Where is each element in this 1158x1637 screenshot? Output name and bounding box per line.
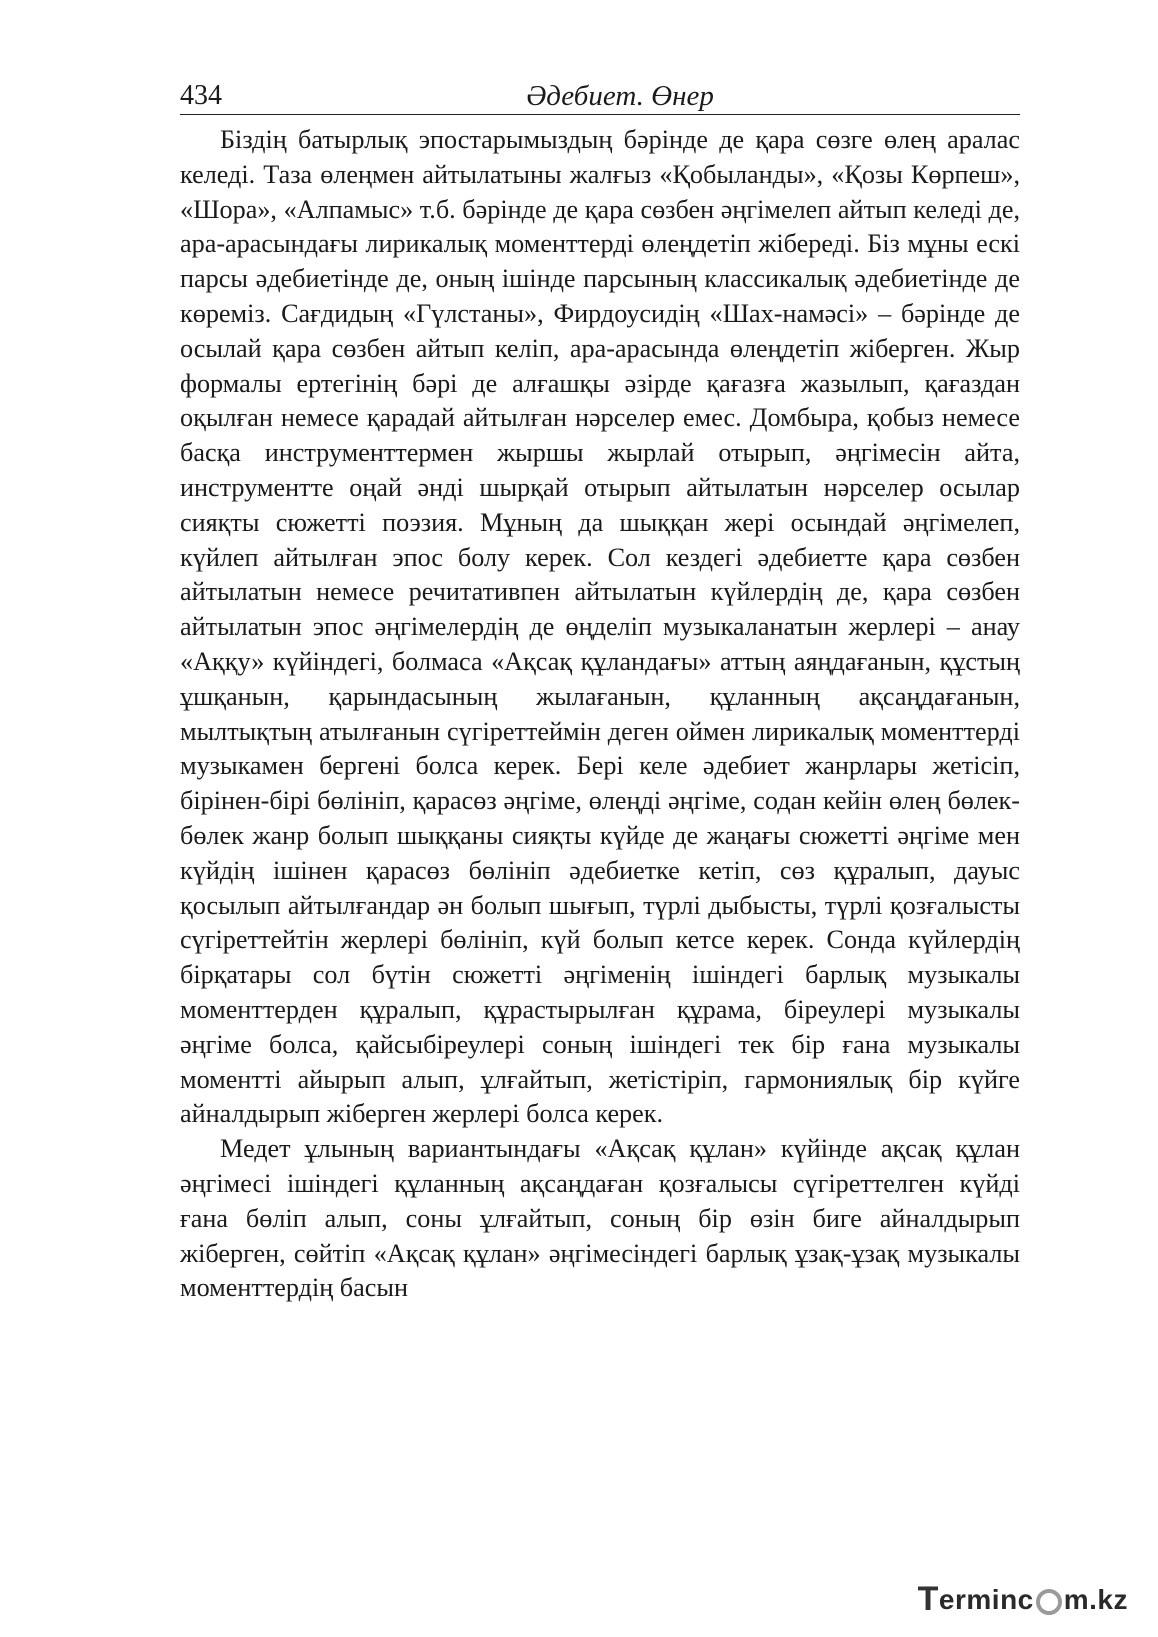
- body-text: [180, 123, 1020, 1306]
- page-header: [180, 78, 1020, 115]
- watermark-initial: T: [917, 1580, 939, 1618]
- paragraph-1: Біздің батырлық эпостарымыздың бәрінде де қара сөзге өлең аралас келеді. Таза өлеңмен айтылатыны жалғыз «Қобыланды», «Қозы Көрпеш», «Шора», «Алпамыс» т.б. бәрінде де қара сөзбен әңгімелеп айтып келеді де, ара-арасындағы лирикалық моменттерді өлеңдетіп жібереді. Біз мұны ескі парсы әдебиетінде де, оның ішінде парсының классикалық әдебиетінде де көреміз. Сағдидың «Гүлстаны», Фирдоусидің «Шах-намәсі» – бәрінде де осылай қара сөзбен айтып келіп, ара-арасында өлеңдетіп жіберген. Жыр формалы ертегінің бәрі де алғашқы әзірде қағазға жазылып, қағаздан оқылған немесе қарадай айтылған нәрселер емес. Домбыра, қобыз немесе басқа инструменттермен жыршы жырлай отырып, әңгімесін айта, инструментте оңай әнді шырқай отырып айтылатын нәрселер осылар сияқты сюжетті поэзия. Мұның да шыққан жері осындай әңгімелеп, күйлеп айтылған эпос болу керек. Сол кездегі әдебиетте қара сөзбен айтылатын немесе речитативпен айтылатын күйлердің де, қара сөзбен айтылатын эпос әңгімелердің де өңделіп музыкаланатын жерлері – анау «Аққу» күйіндегі, болмаса «Ақсақ құландағы» аттың аяңдағанын, құстың ұшқанын, қарындасының жылағанын, құланның ақсаңдағанын, мылтықтың атылғанын сүгіреттеймін деген оймен лирикалық моменттерді музыкамен бергені болса керек. Бері келе әдебиет жанрлары жетісіп, бірінен-бірі бөлініп, қарасөз әңгіме, өлеңді әңгіме, содан кейін өлең бөлек-бөлек жанр болып шыққаны сияқты күйде де жаңағы сюжетті әңгіме мен күйдің ішінен қарасөз бөлініп әдебиетке кетіп, сөз құралып, дауыс қосылып айтылғандар ән болып шығып, түрлі дыбысты, түрлі қозғалысты сүгіреттейтін жерлері бөлініп, күй болып кетсе керек. Сонда күйлердің бірқатары сол бүтін сюжетті әңгіменің ішіндегі барлық музыкалы моменттерден құралып, құрастырылған құрама, біреулері музыкалы әңгіме болса, қайсыбіреулері соның ішіндегі тек бір ғана музыкалы моментті айырып алып, ұлғайтып, жетістіріп, гармониялық бір күйге айналдырып жіберген жерлері болса керек.: [180, 125, 1020, 1129]
- running-title: Әдебиет. Өнер: [526, 80, 714, 112]
- ring-o-icon: [1036, 1589, 1062, 1615]
- watermark-text-part1: erminc: [938, 1583, 1034, 1615]
- paragraph-2: Медет ұлының вариантындағы «Ақсақ құлан» күйінде ақсақ құлан әңгімесі ішіндегі құланның ақсаңдаған қозғалысы сүгіреттелген күйді ғана бөліп алып, соны ұлғайтып, соның бір өзін биге айналдырып жіберген, сөйтіп «Ақсақ құлан» әңгімесіндегі барлық ұзақ-ұзақ музыкалы моменттердің басын: [180, 1134, 1020, 1303]
- document-page: [180, 78, 1020, 1306]
- page-number: 434: [180, 80, 222, 111]
- watermark-text-part2: m.kz: [1063, 1583, 1128, 1615]
- termincom-watermark-logo: [918, 1580, 1128, 1619]
